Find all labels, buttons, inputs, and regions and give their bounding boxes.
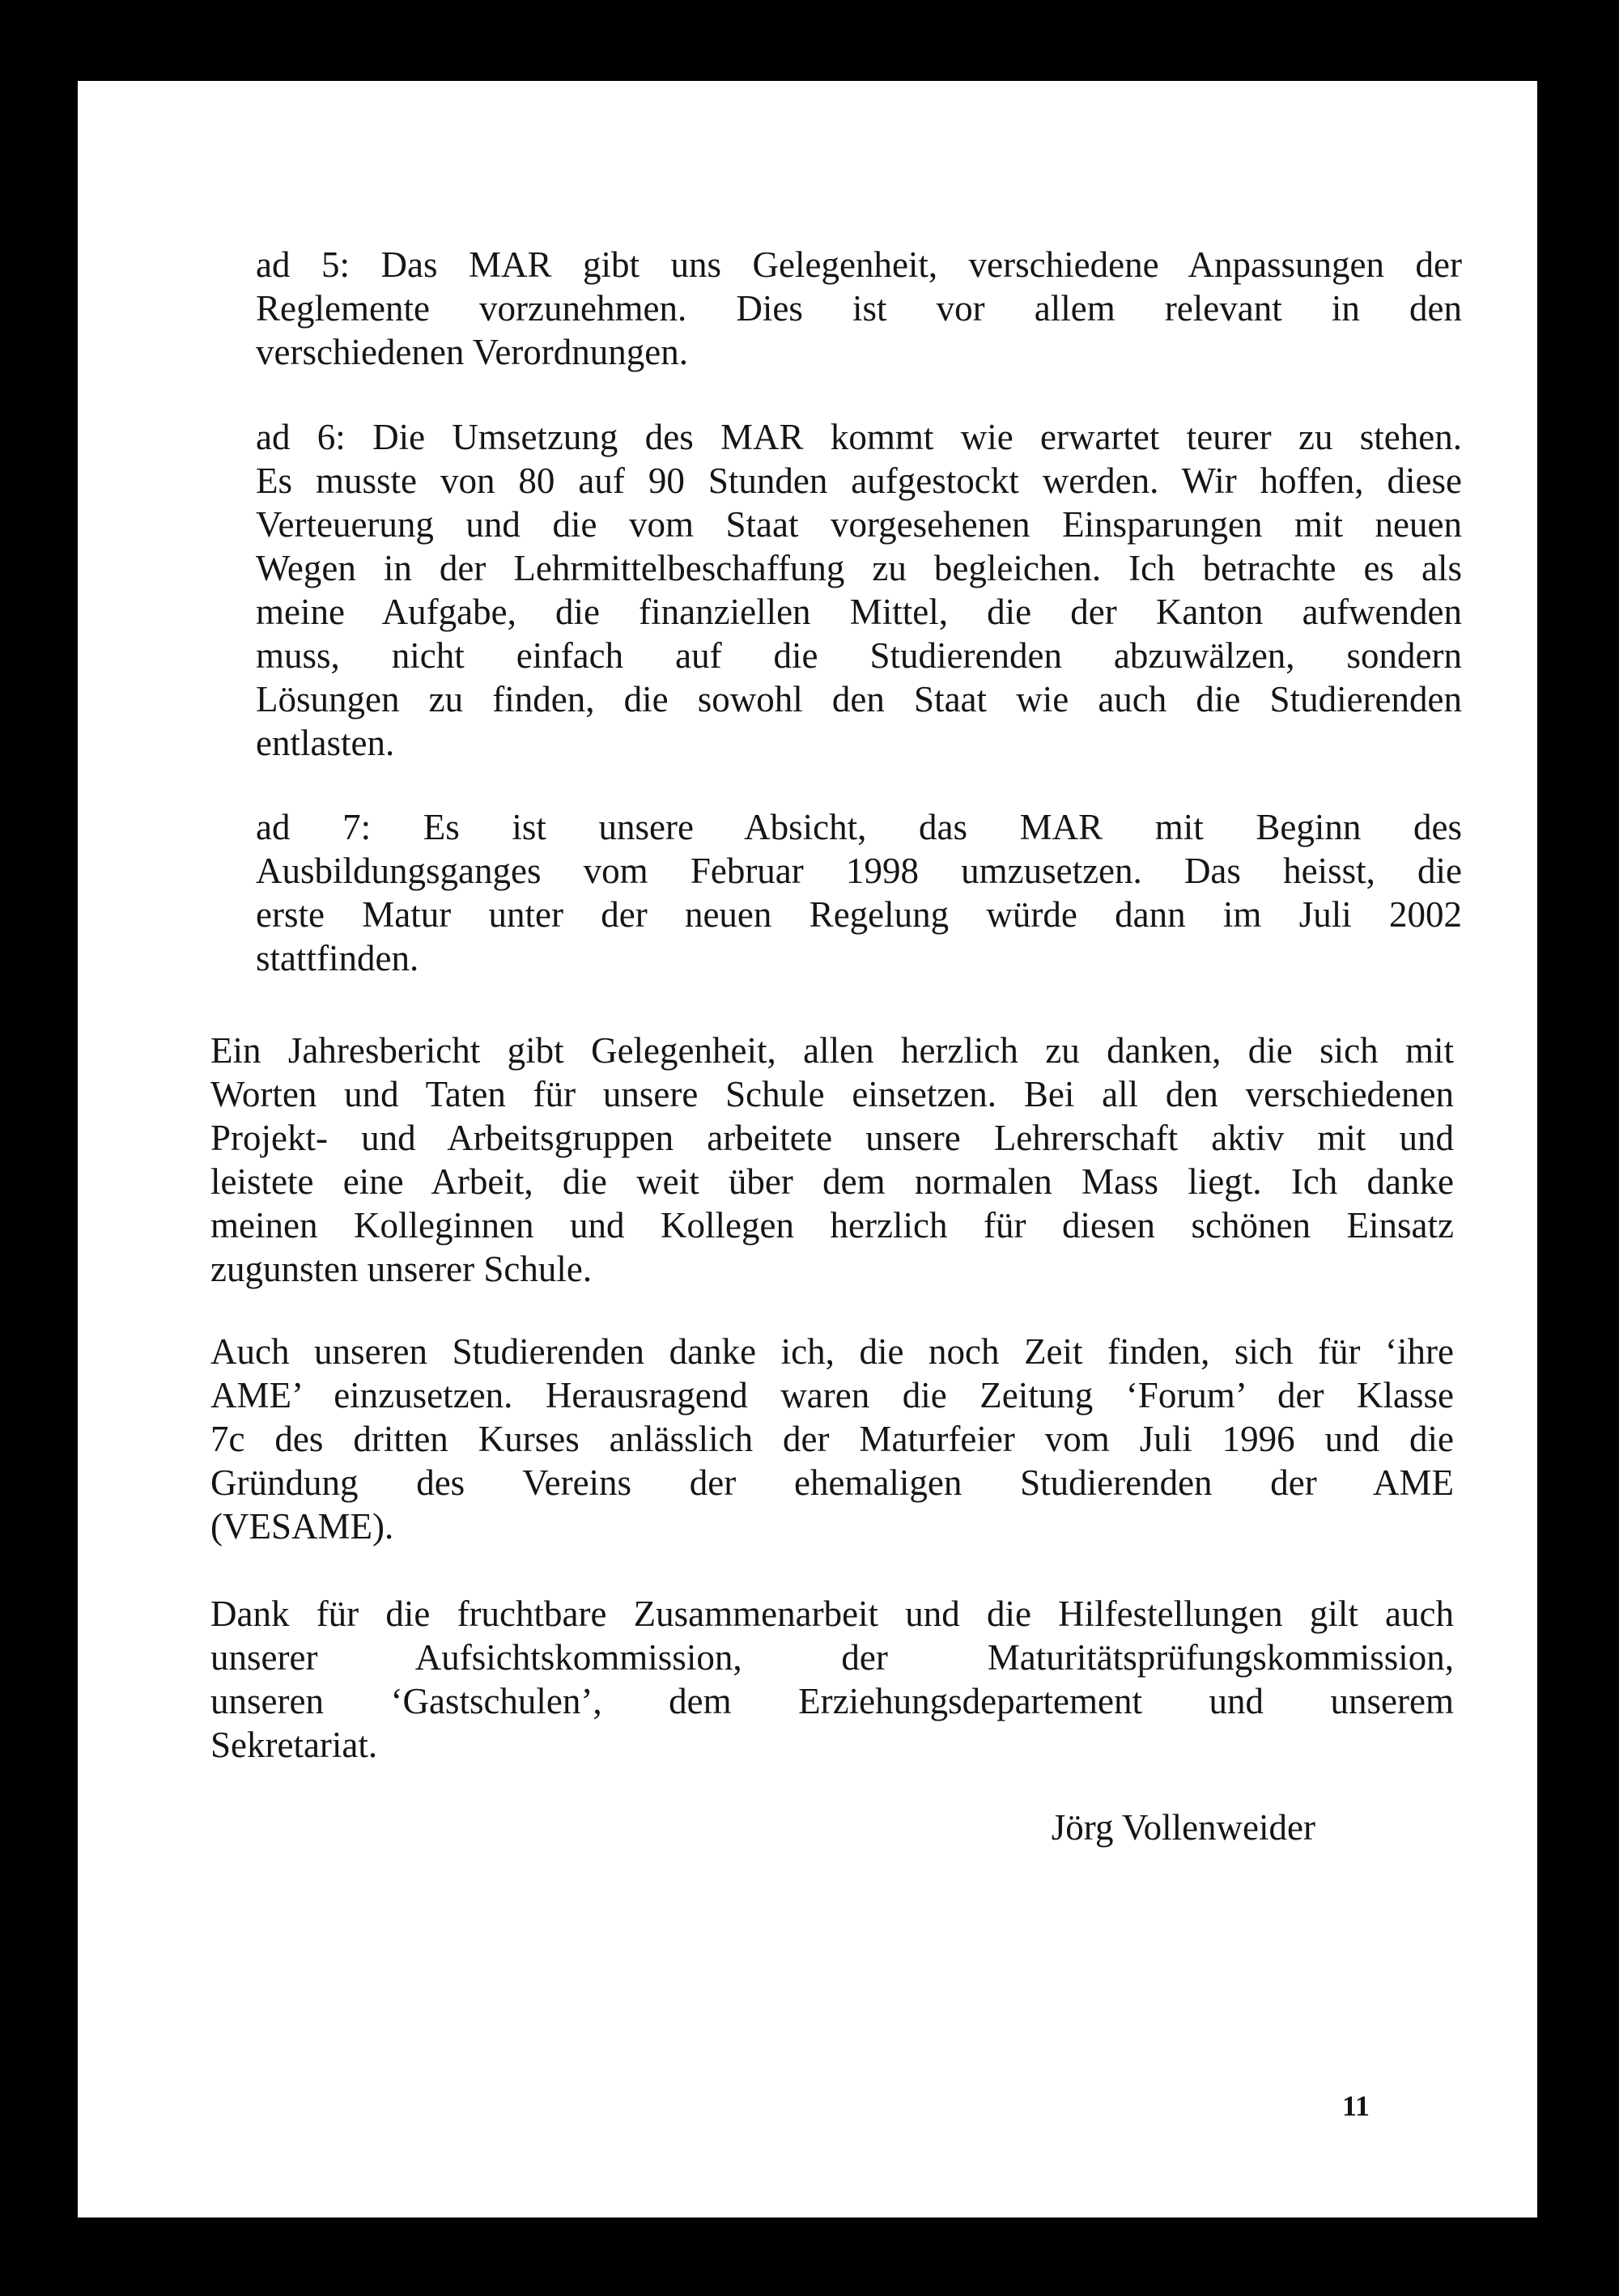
text-line: entlasten. [256,723,395,763]
text-line: Worten und Taten für unsere Schule einsetzen. Bei all den verschiedenen [210,1074,1454,1114]
paragraph-dank-lehrerschaft [210,1029,1454,1291]
text-line: Wegen in der Lehrmittelbeschaffung zu begleichen. Ich betrachte es als [256,548,1462,588]
text-line: ad 7: Es ist unsere Absicht, das MAR mit Beginn des [256,807,1462,847]
text-line: unseren ‘Gastschulen’, dem Erziehungsdepartement und unserem [210,1681,1454,1721]
paragraph-ad-6 [256,415,1462,765]
text-line: zugunsten unserer Schule. [210,1249,593,1289]
paragraph-ad-5 [256,243,1462,374]
document-page [78,81,1537,2217]
paragraph-dank-kommissionen [210,1592,1454,1767]
text-line: meinen Kolleginnen und Kollegen herzlich für diesen schönen Einsatz [210,1205,1454,1246]
page-number: 11 [1341,2090,1370,2122]
text-line: verschiedenen Verordnungen. [256,332,688,372]
text-line: muss, nicht einfach auf die Studierenden abzuwälzen, sondern [256,635,1462,676]
text-line: Lösungen zu finden, die sowohl den Staat wie auch die Studierenden [256,679,1462,719]
text-line: Ausbildungsganges vom Februar 1998 umzusetzen. Das heisst, die [256,851,1462,891]
text-line: (VESAME). [210,1506,394,1547]
text-line: ad 5: Das MAR gibt uns Gelegenheit, verschiedene Anpassungen der [256,244,1462,285]
text-line: Projekt- und Arbeitsgruppen arbeitete unsere Lehrerschaft aktiv mit und [210,1118,1454,1158]
text-line: AME’ einzusetzen. Herausragend waren die Zeitung ‘Forum’ der Klasse [210,1375,1454,1415]
text-line: Dank für die fruchtbare Zusammenarbeit und die Hilfestellungen gilt auch [210,1594,1454,1634]
text-line: leistete eine Arbeit, die weit über dem normalen Mass liegt. Ich danke [210,1161,1454,1202]
paragraph-dank-studierende [210,1330,1454,1548]
text-line: 7c des dritten Kurses anlässlich der Maturfeier vom Juli 1996 und die [210,1419,1454,1459]
text-line: Gründung des Vereins der ehemaligen Studierenden der AME [210,1462,1454,1503]
text-line: ad 6: Die Umsetzung des MAR kommt wie erwartet teurer zu stehen. [256,417,1462,457]
text-line: erste Matur unter der neuen Regelung würde dann im Juli 2002 [256,894,1462,935]
text-line: Auch unseren Studierenden danke ich, die noch Zeit finden, sich für ‘ihre [210,1331,1454,1372]
text-line: meine Aufgabe, die finanziellen Mittel, die der Kanton aufwenden [256,592,1462,632]
paragraph-ad-7 [256,805,1462,980]
signature: Jörg Vollenweider [1051,1807,1315,1848]
text-line: stattfinden. [256,938,419,978]
text-line: Es musste von 80 auf 90 Stunden aufgestockt werden. Wir hoffen, diese [256,460,1462,501]
text-line: Ein Jahresbericht gibt Gelegenheit, allen herzlich zu danken, die sich mit [210,1030,1454,1071]
text-line: unserer Aufsichtskommission, der Maturitätsprüfungskommission, [210,1637,1454,1678]
text-line: Sekretariat. [210,1725,378,1765]
text-line: Reglemente vorzunehmen. Dies ist vor allem relevant in den [256,288,1462,329]
text-line: Verteuerung und die vom Staat vorgesehenen Einsparungen mit neuen [256,504,1462,545]
